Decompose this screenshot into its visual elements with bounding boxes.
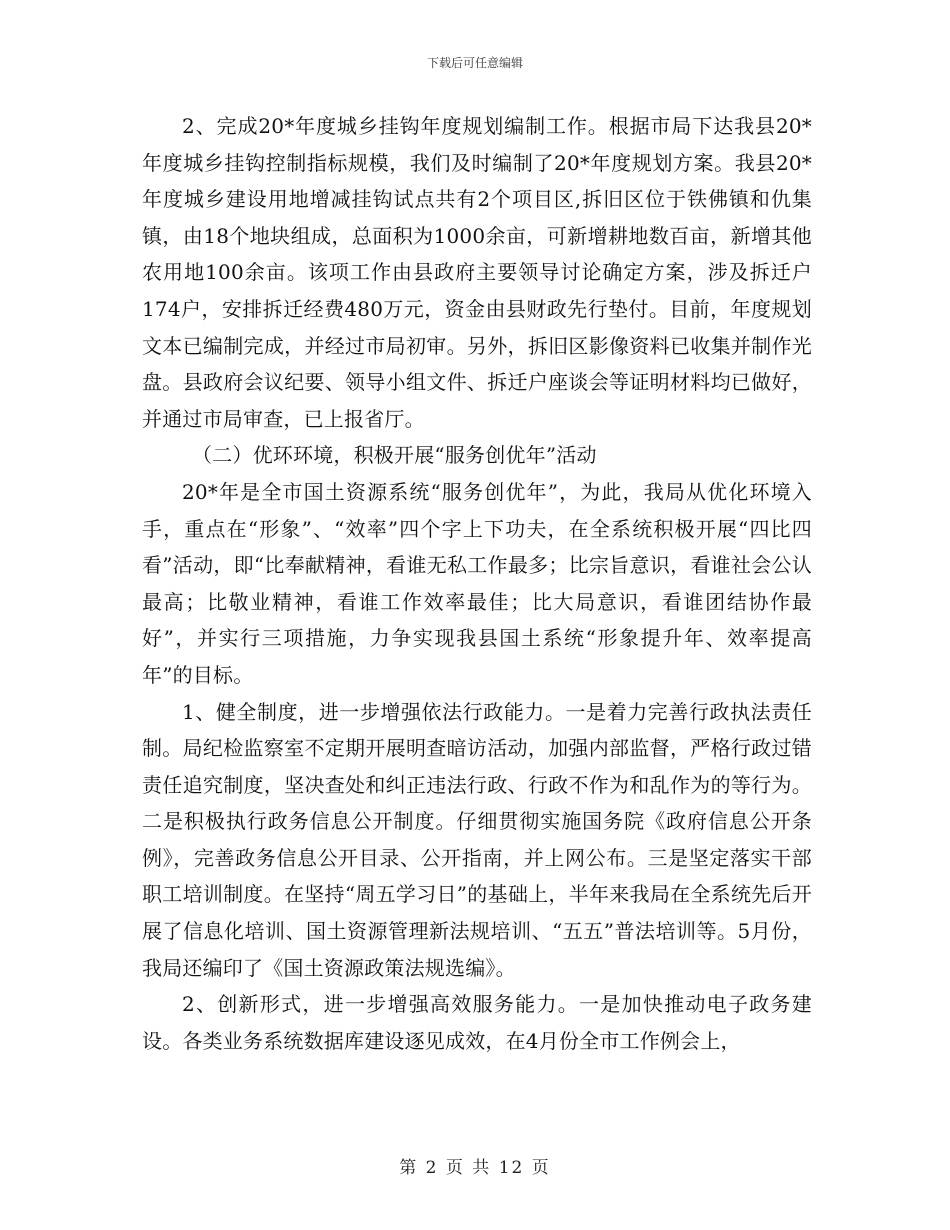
paragraph-system: 1、健全制度，进一步增强依法行政能力。一是着力完善行政执法责任制。局纪检监察室不定期开展明查暗访活动，加强内部监督，严格行政过错责任追究制度，坚决查处和纠正违法行政、行政不作为和乱作为的等行为。二是积极执行政务信息公开制度。仔细贯彻实施国务院《政府信息公开条例》，完善政务信息公开目录、公开指南，并上网公布。三是坚定落实干部职工培训制度。在坚持“周五学习日”的基础上，半年来我局在全系统先后开展了信息化培训、国土资源管理新法规培训、“五五”普法培训等。5月份，我局还编印了《国土资源政策法规选编》。 [142,699,812,980]
paragraph-service-year: 20*年是全市国土资源系统“服务创优年”，为此，我局从优化环境入手，重点在“形象”、“效率”四个字上下功夫，在全系统积极开展“四比四看”活动，即“比奉献精神，看谁无私工作最多；比宗旨意识，看谁社会公认最高；比敬业精神，看谁工作效率最佳；比大局意识，看谁团结协作最好”，并实行三项措施，力争实现我县国土系统“形象提升年、效率提高年”的目标。 [142,479,812,687]
paragraph-planning: 2、完成20*年度城乡挂钩年度规划编制工作。根据市局下达我县20*年度城乡挂钩控制指标规模，我们及时编制了20*年度规划方案。我县20*年度城乡建设用地增减挂钩试点共有2个项目区,拆旧区位于铁佛镇和仇集镇，由18个地块组成，总面积为1000余亩，可新增耕地数百亩，新增其他农用地100余亩。该项工作由县政府主要领导讨论确定方案，涉及拆迁户174户，安排拆迁经费480万元，资金由县财政先行垫付。目前，年度规划文本已编制完成，并经过市局初审。另外，拆旧区影像资料已收集并制作光盘。县政府会议纪要、领导小组文件、拆迁户座谈会等证明材料均已做好，并通过市局审查，已上报省厅。 [142,114,812,431]
page-number: 第 2 页 共 12 页 [399,1158,551,1178]
page-header-note: 下载后可任意编辑 [426,56,523,70]
document-body [142,108,812,1059]
paragraph-innovation: 2、创新形式，进一步增强高效服务能力。一是加快推动电子政务建设。各类业务系统数据库建设逐见成效，在4月份全市工作例会上， [142,992,812,1053]
section-heading: （二）优环环境，积极开展“服务创优年”活动 [192,443,597,468]
